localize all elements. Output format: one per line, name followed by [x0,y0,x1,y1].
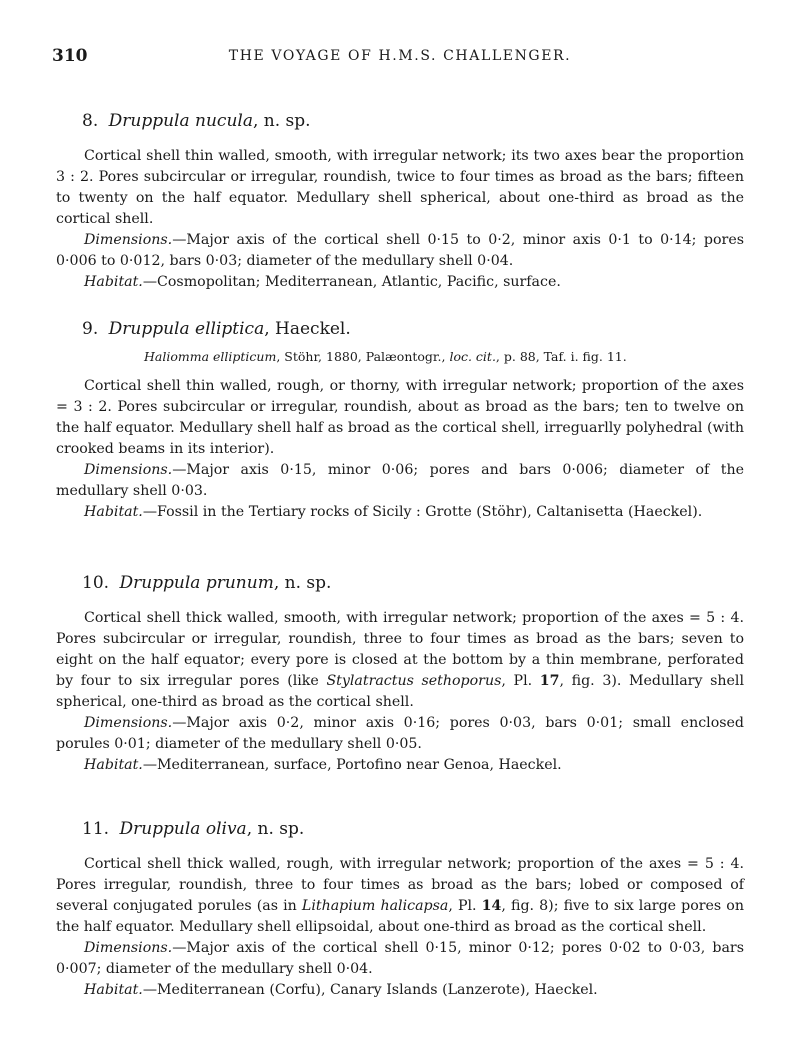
habitat-paragraph [56,502,744,523]
species-name: Druppula prunum [119,573,274,593]
species-number: 11. [82,819,110,839]
species-number: 8. [82,111,99,131]
dimensions-text: —Major axis 0·15, minor 0·06; pores and bars 0·006; diameter of the medullary shell 0·03. [56,462,744,499]
habitat-paragraph [56,755,744,776]
species-heading [56,572,744,594]
reference-plate-label: , Pl. [448,898,482,914]
species-description: Cortical shell thin walled, smooth, with irregular network; its two axes bear the proportion 3 : 2. Pores subcircular or irregular, roundish, twice to four times as broad as the bars; fifteen to twenty on the half equator. Medullary shell spherical, about one-third as broad as the cortical shell. [56,148,744,227]
dimensions-paragraph [56,460,744,502]
synonym-text-1: , Stöhr, 1880, Palæontogr., [276,349,450,364]
reference-plate-number: 17 [539,673,560,689]
synonym-name: Haliomma ellipticum [144,349,277,364]
synonym-text-2: , p. 88, Taf. i. fig. 11. [495,349,627,364]
habitat-text: —Mediterranean, surface, Portofino near Genoa, Haeckel. [142,757,562,773]
species-authority: , n. sp. [252,111,311,131]
habitat-label: Habitat. [84,982,143,998]
synonym-loc-cit: loc. cit. [449,349,496,364]
running-head: THE VOYAGE OF H.M.S. CHALLENGER. [228,48,572,64]
reference-species: Lithapium halicapsa [301,898,449,914]
dimensions-text: —Major axis 0·2, minor axis 0·16; pores 0·03, bars 0·01; small enclosed porules 0·01; diameter of the medullary shell 0·05. [56,715,744,752]
description-text-a: Cortical shell thick walled, rough, with irregular network; proportion of the axes = 5 : 4. Pores irregular, roundish, three to four times as broad as the bars; lobed or composed of several conjugated porules (as in [56,856,744,914]
dimensions-label: Dimensions. [84,715,173,731]
dimensions-paragraph [56,230,744,272]
dimensions-paragraph [56,938,744,980]
species-number: 9. [82,319,99,339]
species-heading [56,818,744,840]
species-authority: , Haeckel. [264,319,351,339]
species-number: 10. [82,573,110,593]
reference-plate-label: , Pl. [501,673,540,689]
dimensions-label: Dimensions. [84,940,173,956]
species-name: Druppula nucula [108,111,253,131]
description-text-b: , fig. 3). Medullary shell spherical, one-third as broad as the cortical shell. [56,673,744,710]
page-header [52,46,748,70]
habitat-text: —Cosmopolitan; Mediterranean, Atlantic, Pacific, surface. [142,274,561,290]
habitat-paragraph [56,980,744,1001]
species-entry-druppula-nucula [56,110,744,293]
description-text-b: , fig. 8); five to six large pores on the half equator. Medullary shell ellipsoidal, about one-third as broad as the cortical shell. [56,898,744,935]
habitat-text: —Mediterranean (Corfu), Canary Islands (Lanzerote), Haeckel. [142,982,598,998]
species-description [56,608,744,713]
species-authority: , n. sp. [273,573,332,593]
description-text-a: Cortical shell thick walled, smooth, with irregular network; proportion of the axes = 5 : 4. Pores subcircular or irregular, roundish, three to four times as broad as the bars; seven to eight on the half equator; every pore is closed at the bottom by a thin membrane, perforated by four to six irregular pores (like [56,610,744,689]
page-number: 310 [52,46,88,66]
species-name: Druppula oliva [119,819,247,839]
habitat-label: Habitat. [84,757,143,773]
reference-species: Stylatractus sethoporus [326,673,502,689]
habitat-text: —Fossil in the Tertiary rocks of Sicily : Grotte (Stöhr), Caltanisetta (Haeckel). [142,504,703,520]
species-authority: , n. sp. [246,819,305,839]
species-name: Druppula elliptica [108,319,265,339]
dimensions-label: Dimensions. [84,232,173,248]
dimensions-text: —Major axis of the cortical shell 0·15, minor 0·12; pores 0·02 to 0·03, bars 0·007; diameter of the medullary shell 0·04. [56,940,744,977]
species-entry-druppula-elliptica [56,318,744,523]
habitat-paragraph [56,272,744,293]
species-heading [56,110,744,132]
habitat-label: Habitat. [84,504,143,520]
reference-plate-number: 14 [481,898,502,914]
dimensions-text: —Major axis of the cortical shell 0·15 to 0·2, minor axis 0·1 to 0·14; pores 0·006 to 0·012, bars 0·03; diameter of the medullary shell 0·04. [56,232,744,269]
species-heading [56,318,744,340]
species-entry-druppula-oliva [56,818,744,1001]
species-description [56,854,744,938]
dimensions-label: Dimensions. [84,462,173,478]
habitat-label: Habitat. [84,274,143,290]
species-description: Cortical shell thin walled, rough, or thorny, with irregular network; proportion of the axes = 3 : 2. Pores subcircular or irregular, roundish, about as broad as the bars; ten to twelve on the half equator. Medullary shell half as broad as the cortical shell, irreguarlly polyhedral (with crooked beams in its interior). [56,378,744,457]
dimensions-paragraph [56,713,744,755]
synonym-reference [56,348,744,366]
species-entry-druppula-prunum [56,572,744,776]
